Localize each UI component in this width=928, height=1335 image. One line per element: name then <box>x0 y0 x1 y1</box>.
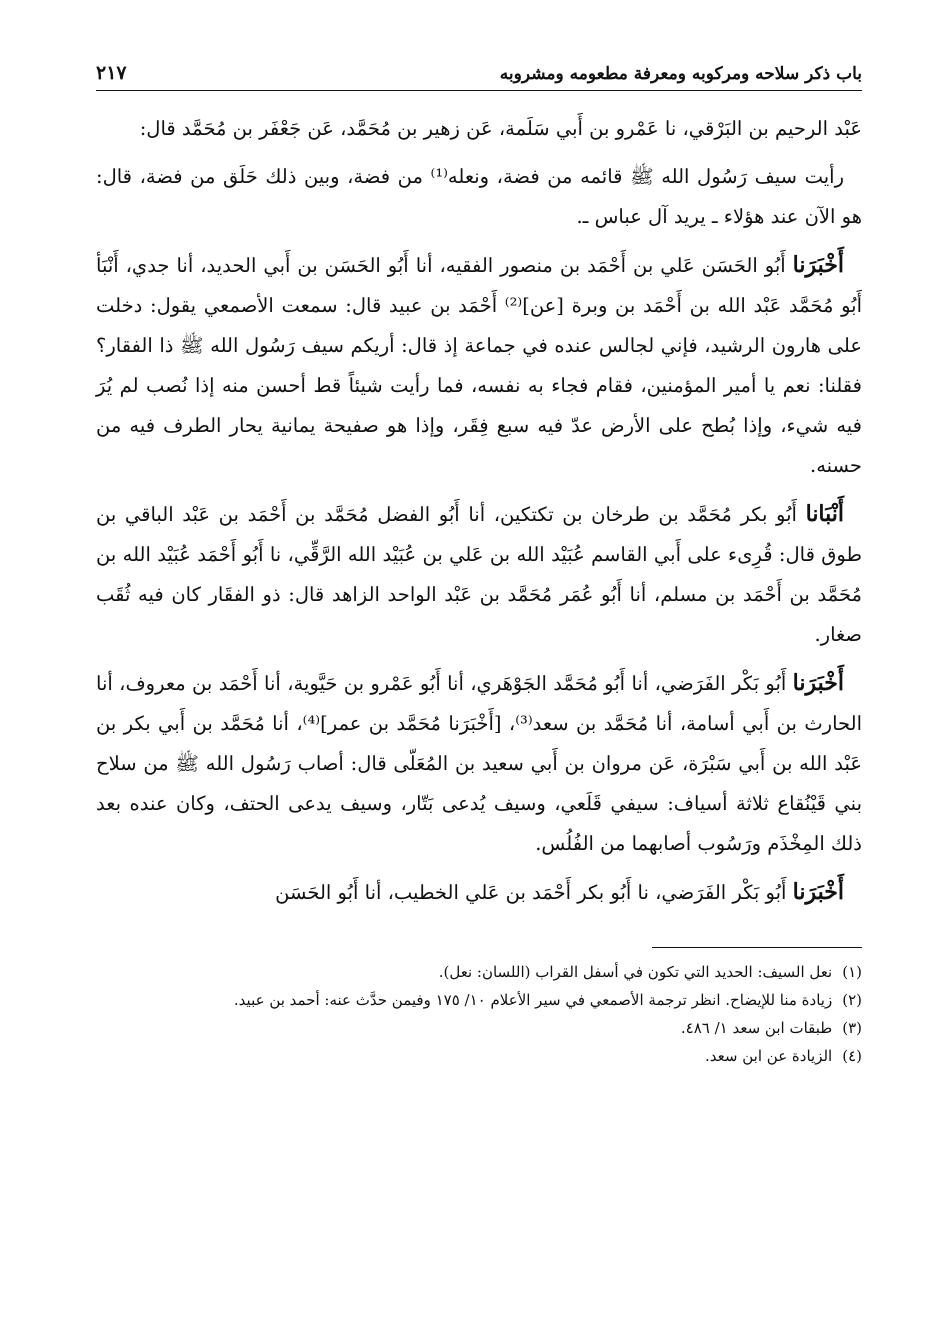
footnote-2 <box>96 986 862 1014</box>
footnote-4-text: الزيادة عن ابن سعد. <box>705 1047 833 1065</box>
footnotes <box>96 958 862 1070</box>
paragraph-5-lead: أَخْبَرَنا <box>792 670 844 696</box>
footnote-1-number: (١) <box>842 963 862 981</box>
paragraph-1 <box>96 109 862 149</box>
paragraph-4 <box>96 494 862 655</box>
running-head: باب ذكر سلاحه ومركوبه ومعرفة مطعومه ومشروبه <box>499 64 862 84</box>
paragraph-6 <box>96 872 862 913</box>
paragraph-3-text: أَبُو الحَسَن عَلي بن أَحْمَد بن منصور الفقيه، أنا أَبُو الحَسَن بن أَبي الحديد، أنا جدي، أَنْبَأ أَبُو مُحَمَّد عَبْد الله بن أَحْمَد بن وبرة [عن]⁽²⁾ أَحْمَد بن عبيد قال: سمعت الأصمعي يقول: دخلت على هارون الرشيد، فإني لجالس عنده في جماعة إذ قال: أريكم سيف رَسُول الله ﷺ ذا الفقار؟ فقلنا: نعم يا أمير المؤمنين، فقام فجاء به نفسه، فما رأيت شيئاً قط أحسن منه إذا نُصب لم يُرَ فيه شيء، وإذا بُطح على الأرض عدّ فيه سبع فِقَر، وإذا هو صفيحة يمانية يحار الطرف فيه من حسنه. <box>96 254 862 477</box>
paragraph-1-text: عَبْد الرحيم بن البَرْقي، نا عَمْرو بن أَبي سَلَمة، عَن زهير بن مُحَمَّد، عَن جَعْفَر بن مُحَمَّد قال: <box>139 117 862 140</box>
paragraph-4-text: أَبُو بكر مُحَمَّد بن طرخان بن تكتكين، أنا أَبُو الفضل مُحَمَّد بن أَحْمَد بن عَبْد الباقي بن طوق قال: قُرِىء على أَبي القاسم عُبَيْد الله بن عَلي بن عُبَيْد الله الرَّقِّي، نا أَبُو أَحْمَد عُبَيْد الله بن مُحَمَّد بن أَحْمَد بن مسلم، أنا أَبُو عُمَر مُحَمَّد بن عَبْد الواحد الزاهد قال: ذو الفقَار كان فيه ثُقَب صغار. <box>96 503 862 646</box>
paragraph-2-text: رأيت سيف رَسُول الله ﷺ قائمه من فضة، ونعله⁽¹⁾ من فضة، وبين ذلك حَلَق من فضة، قال: هو الآن عند هؤلاء ـ يريد آل عباس ـ. <box>96 165 862 228</box>
footnote-3 <box>96 1014 862 1042</box>
body-text <box>96 109 862 913</box>
page-number: ٢١٧ <box>96 62 127 84</box>
paragraph-3-lead: أَخْبَرَنا <box>792 252 844 278</box>
footnote-4-number: (٤) <box>842 1047 862 1065</box>
paragraph-5-text: أَبُو بَكْر الفَرَضي، أنا أَبُو مُحَمَّد الجَوْهَري، أنا أَبُو عَمْرو بن حَيَّوية، أنا أَحْمَد بن معروف، أنا الحارث بن أَبي أسامة، أنا مُحَمَّد بن سعد⁽³⁾، [أَخْبَرَنا مُحَمَّد بن عمر]⁽⁴⁾، أنا مُحَمَّد بن أَبي بكر بن عَبْد الله بن أَبي سَبْرَة، عَن مروان بن أَبي سعيد بن المُعَلّى قال: أصاب رَسُول الله ﷺ من سلاح بني قَيْنُقاع ثلاثة أسياف: سيفي قَلَعي، وسيف يُدعى بَتّار، وسيف يدعى الحتف، وكان عنده بعد ذلك المِخْذَم ورَسُوب أصابهما من الفُلُس. <box>96 672 862 855</box>
footnote-2-number: (٢) <box>842 991 862 1009</box>
footnote-3-number: (٣) <box>842 1019 862 1037</box>
footnote-3-text: طبقات ابن سعد ١/ ٤٨٦. <box>680 1019 833 1037</box>
footnote-4 <box>96 1042 862 1070</box>
page-header <box>96 62 862 91</box>
footnote-1-text: نعل السيف: الحديد التي تكون في أسفل القراب (اللسان: نعل). <box>438 963 833 981</box>
paragraph-3 <box>96 245 862 486</box>
paragraph-2 <box>96 157 862 237</box>
paragraph-6-text: أَبُو بَكْر الفَرَضي، نا أَبُو بكر أَحْمَد بن عَلي الخطيب، أنا أَبُو الحَسَن <box>275 881 787 904</box>
paragraph-6-lead: أَخْبَرَنا <box>792 879 844 905</box>
footnote-2-text: زيادة منا للإيضاح. انظر ترجمة الأصمعي في سير الأعلام ١٠/ ١٧٥ وفيمن حدَّث عنه: أحمد بن عبيد. <box>233 991 833 1009</box>
paragraph-5 <box>96 663 862 864</box>
footnote-1 <box>96 958 862 986</box>
paragraph-4-lead: أَنْبَانا <box>805 501 845 527</box>
footnote-divider <box>652 947 862 948</box>
